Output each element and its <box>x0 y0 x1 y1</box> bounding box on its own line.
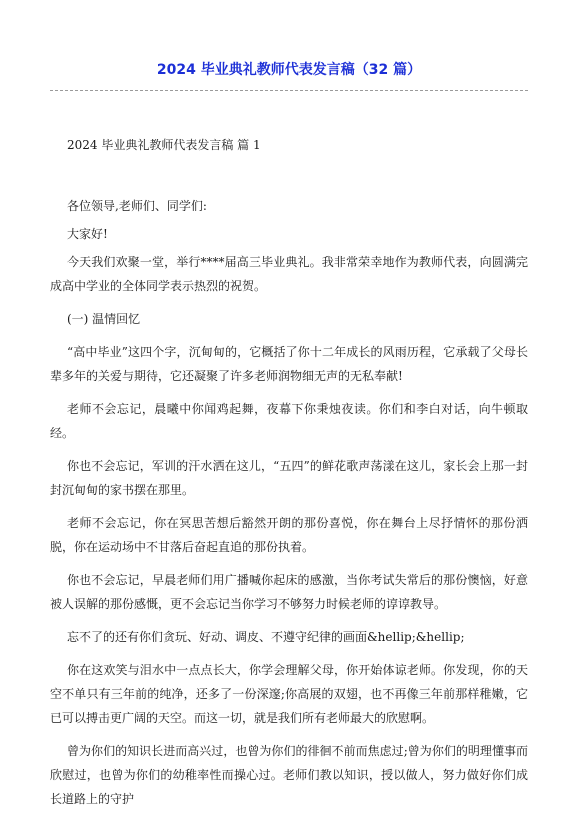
body-paragraph: 你也不会忘记，军训的汗水洒在这儿，“五四”的鲜花歌声荡漾在这儿，家长会上那一封封沉甸甸的家书摆在那里。 <box>50 459 528 497</box>
document-title: 2024 毕业典礼教师代表发言稿（32 篇） <box>156 62 422 78</box>
article-body <box>50 134 528 811</box>
body-paragraph: 老师不会忘记，晨曦中你闻鸡起舞，夜幕下你秉烛夜读。你们和李白对话，向牛顿取经。 <box>50 402 528 440</box>
body-paragraph: 你也不会忘记，早晨老师们用广播喊你起床的感激，当你考试失常后的那份懊恼，好意被人误解的那份感慨，更不会忘记当你学习不够努力时候老师的谆谆教导。 <box>50 573 528 611</box>
salutation-paragraph: 各位领导,老师们、同学们: <box>67 199 207 213</box>
body-paragraph: 曾为你们的知识长进而高兴过，也曾为你们的徘徊不前而焦虑过;曾为你们的明理懂事而欣慰过，也曾为你们的幼稚率性而操心过。老师们教以知识，授以做人，努力做好你们成长道路上的守护 <box>50 744 528 806</box>
section-heading: (一) 温情回忆 <box>67 312 141 326</box>
body-paragraph: 你在这欢笑与泪水中一点点长大，你学会理解父母，你开始体谅老师。你发现，你的天空不单只有三年前的纯净，还多了一份深邃;你高展的双翅，也不再像三年前那样稚嫩，它已可以搏击更广阔的天空。而这一切，就是我们所有老师最大的欣慰啊。 <box>50 663 528 725</box>
article-heading: 2024 毕业典礼教师代表发言稿 篇 1 <box>67 138 261 152</box>
body-paragraph: “高中毕业”这四个字，沉甸甸的，它概括了你十二年成长的风雨历程，它承载了父母长辈多年的关爱与期待，它还凝聚了许多老师润物细无声的无私奉献! <box>50 345 528 383</box>
body-paragraph: 今天我们欢聚一堂，举行****届高三毕业典礼。我非常荣幸地作为教师代表，向圆满完成高中学业的全体同学表示热烈的祝贺。 <box>50 255 528 293</box>
body-paragraph: 忘不了的还有你们贪玩、好动、调皮、不遵守纪律的画面&hellip;&hellip; <box>67 630 465 644</box>
greeting-paragraph: 大家好! <box>67 227 108 241</box>
body-paragraph: 老师不会忘记，你在冥思苦想后豁然开朗的那份喜悦，你在舞台上尽抒情怀的那份洒脱，你在运动场中不甘落后奋起直追的那份执着。 <box>50 516 528 554</box>
title-divider <box>50 90 528 91</box>
